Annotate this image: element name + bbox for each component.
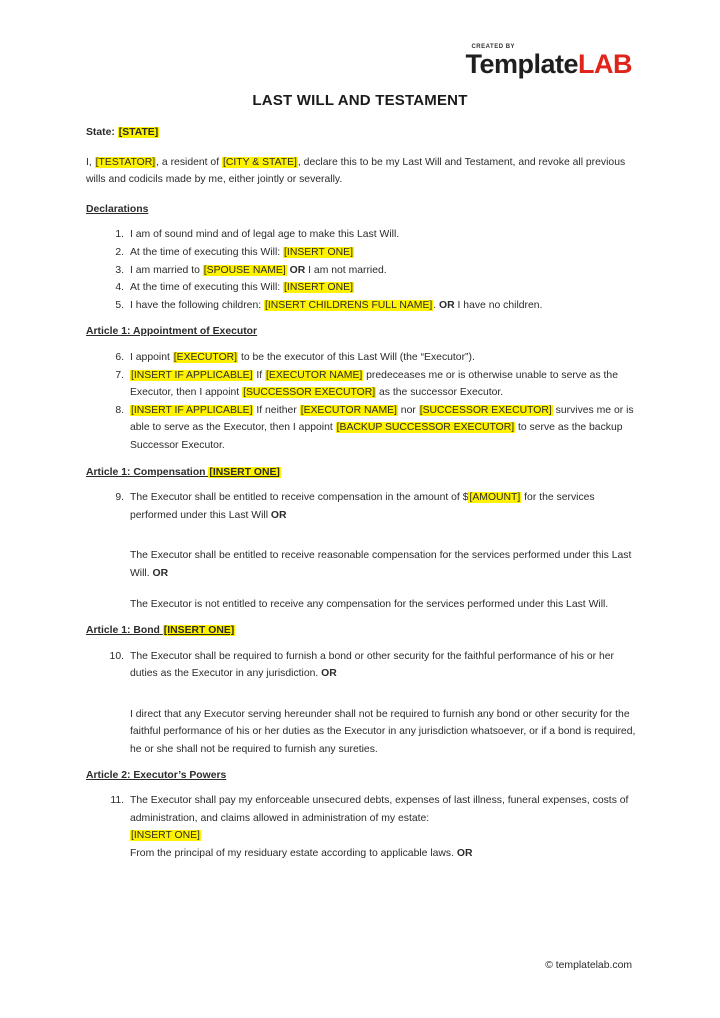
or-keyword: OR xyxy=(439,299,455,311)
placeholder-highlight: [SUCCESSOR EXECUTOR] xyxy=(419,404,552,416)
item-text: I am married to xyxy=(130,264,203,276)
item-text: for the services performed under this Last Will xyxy=(130,492,595,521)
state-label: State: xyxy=(86,127,115,138)
list-item xyxy=(86,792,638,827)
item-number: 7. xyxy=(115,369,124,381)
item-text: If xyxy=(253,369,266,381)
item-text: The Executor shall pay my enforceable unsecured debts, expenses of last illness, funeral expenses, costs of administration, and claims allowed in administration of my estate: xyxy=(130,795,629,824)
placeholder-highlight: [SPOUSE NAME] xyxy=(203,264,286,276)
item-number: 8. xyxy=(115,404,124,416)
testator-placeholder: [TESTATOR] xyxy=(95,156,156,168)
intro-text: I, xyxy=(86,156,95,168)
item-text: nor xyxy=(397,404,419,416)
or-keyword: OR xyxy=(289,264,306,276)
placeholder-highlight: [EXECUTOR NAME] xyxy=(266,369,363,381)
item-text: survives me or is able to serve as the Executor, then I appoint xyxy=(130,404,634,434)
state-line xyxy=(86,124,638,142)
item-text: to be the executor of this Last Will (the “Executor”). xyxy=(238,351,475,363)
item-number: 5. xyxy=(115,299,124,311)
article-powers-heading: Article 2: Executor’s Powers xyxy=(86,769,227,781)
item-number: 1. xyxy=(115,229,124,241)
or-keyword: OR xyxy=(270,509,287,521)
item-text: I am of sound mind and of legal age to make this Last Will. xyxy=(130,229,400,241)
compensation-list xyxy=(86,489,638,524)
item-number: 2. xyxy=(115,246,124,258)
templatelab-logo xyxy=(465,44,632,78)
item-text: The Executor shall be entitled to receive reasonable compensation for the services performed under this Last Will. xyxy=(130,550,632,579)
item-text: I have no children. xyxy=(454,299,543,311)
list-item xyxy=(86,297,638,315)
or-keyword: OR xyxy=(321,668,337,680)
list-item xyxy=(86,349,638,367)
intro-text: , a resident of xyxy=(156,156,222,168)
item-text: I have the following children: xyxy=(130,299,265,311)
city-state-placeholder: [CITY & STATE] xyxy=(223,156,297,168)
item-text: At the time of executing this Will: xyxy=(130,282,284,294)
compensation-option-2 xyxy=(86,547,638,582)
list-item xyxy=(86,279,638,297)
item-text: The Executor shall be entitled to receive compensation in the amount of $ xyxy=(130,492,469,504)
list-item xyxy=(86,402,638,455)
state-placeholder: [STATE] xyxy=(118,127,159,138)
logo-wordmark xyxy=(465,50,632,78)
powers-list xyxy=(86,792,638,827)
item-text: The Executor shall be required to furnish a bond or other security for the faithful performance of his or her duties as the Executor in any jurisdiction. xyxy=(130,650,614,680)
article-bond-heading xyxy=(86,622,638,640)
item-number: 11. xyxy=(110,795,124,807)
placeholder-highlight: [INSERT ONE] xyxy=(163,625,235,637)
intro-paragraph xyxy=(86,154,638,189)
placeholder-highlight: [INSERT ONE] xyxy=(284,282,353,294)
list-item xyxy=(86,489,638,524)
list-item xyxy=(86,226,638,244)
item-text: predeceases me or is otherwise unable to serve as the Executor, then I appoint xyxy=(130,369,618,399)
logo-tagline: CREATED BY xyxy=(471,44,516,50)
placeholder-highlight: [INSERT ONE] xyxy=(209,466,280,478)
placeholder-highlight: [INSERT ONE] xyxy=(284,246,353,258)
item-number: 10. xyxy=(109,650,124,662)
declarations-list xyxy=(86,226,638,314)
item-number: 4. xyxy=(115,282,124,294)
compensation-option-3: The Executor is not entitled to receive any compensation for the services performed under this Last Will. xyxy=(130,599,609,611)
item-number: 3. xyxy=(115,264,124,276)
item-text: If neither xyxy=(253,404,300,416)
item-number: 9. xyxy=(115,492,124,504)
item-number: 6. xyxy=(115,351,124,363)
or-keyword: OR xyxy=(456,848,473,859)
item-text: . xyxy=(433,299,440,311)
list-item xyxy=(86,262,638,280)
item-text: to serve as the backup Successor Executor. xyxy=(130,422,623,451)
footer-copyright: © templatelab.com xyxy=(545,960,632,971)
powers-option-1 xyxy=(86,845,638,863)
item-text: I am not married. xyxy=(305,264,387,276)
bond-option-2: I direct that any Executor serving hereunder shall not be required to furnish any bond or other security for the faithful performance of his or her duties as the Executor in any jurisdiction whatsoever, or if a bond is required, he or she shall not be required to furnish any sureties. xyxy=(130,708,636,756)
placeholder-highlight: [INSERT IF APPLICABLE] xyxy=(131,369,253,381)
or-keyword: OR xyxy=(152,567,169,579)
item-text: as the successor Executor. xyxy=(376,387,504,399)
placeholder-highlight: [BACKUP SUCCESSOR EXECUTOR] xyxy=(336,422,515,434)
item-text: At the time of executing this Will: xyxy=(130,246,284,258)
article-executor-heading: Article 1: Appointment of Executor xyxy=(86,326,258,338)
heading-text: Article 1: Bond xyxy=(86,625,160,637)
placeholder-highlight: [SUCCESSOR EXECUTOR] xyxy=(243,387,376,399)
logo-wordmark-lab: LAB xyxy=(578,49,632,79)
intro-text: , declare this to be my Last Will and Testament, and revoke all previous wills and codicils made by me, either jointly or severally. xyxy=(86,156,626,186)
list-item xyxy=(86,367,638,402)
list-item xyxy=(86,648,638,683)
heading-text: Article 1: Compensation xyxy=(86,466,206,478)
placeholder-highlight: [EXECUTOR NAME] xyxy=(300,404,397,416)
bond-list xyxy=(86,648,638,683)
item-text: I appoint xyxy=(130,351,173,363)
document-body xyxy=(86,124,638,863)
declarations-heading: Declarations xyxy=(86,203,149,215)
placeholder-highlight: [INSERT CHILDRENS FULL NAME] xyxy=(265,299,433,311)
placeholder-highlight: [EXECUTOR] xyxy=(173,351,238,363)
placeholder-highlight: [AMOUNT] xyxy=(469,492,521,504)
powers-insert-line xyxy=(86,827,638,845)
placeholder-highlight: [INSERT IF APPLICABLE] xyxy=(131,404,253,416)
executor-list xyxy=(86,349,638,455)
placeholder-highlight: [INSERT ONE] xyxy=(131,830,200,842)
list-item xyxy=(86,244,638,262)
logo-wordmark-template: Template xyxy=(465,49,578,79)
article-compensation-heading xyxy=(86,464,638,482)
document-title: LAST WILL AND TESTAMENT xyxy=(252,92,468,109)
item-text: From the principal of my residuary estate according to applicable laws. xyxy=(130,848,457,859)
